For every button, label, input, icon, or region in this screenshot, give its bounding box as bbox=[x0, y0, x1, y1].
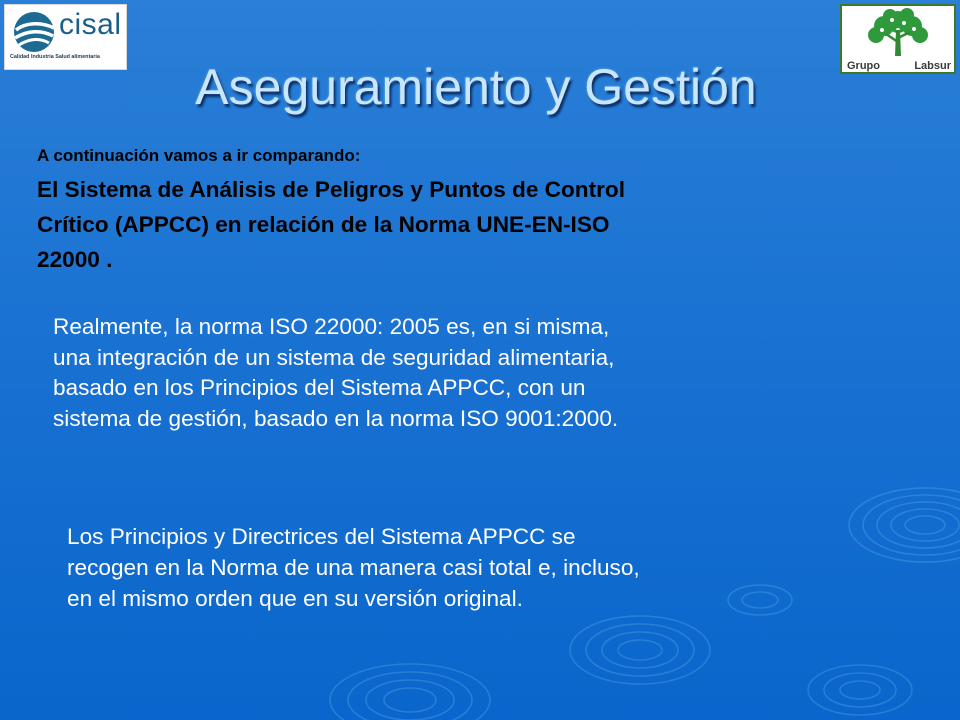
intro-text: A continuación vamos a ir comparando: bbox=[37, 146, 361, 165]
heading-text bbox=[37, 172, 897, 277]
paragraph-line: una integración de un sistema de seguridad alimentaria, bbox=[53, 344, 615, 370]
labsur-grupo-word: Grupo bbox=[847, 60, 880, 72]
heading-line: El Sistema de Análisis de Peligros y Puntos de Control bbox=[37, 177, 625, 202]
paragraph-appcc-principles bbox=[67, 521, 907, 614]
paragraph-line: Los Principios y Directrices del Sistema APPCC se bbox=[67, 524, 576, 549]
paragraph-line: sistema de gestión, basado en la norma ISO 9001:2000. bbox=[53, 405, 619, 431]
slide-title: Aseguramiento y Gestión bbox=[195, 59, 757, 115]
tree-icon bbox=[862, 8, 934, 58]
cisal-tagline: Calidad Industria Salud alimentaria bbox=[10, 54, 100, 60]
paragraph-line: basado en los Principios del Sistema APPCC, con un bbox=[53, 375, 586, 400]
paragraph-line: en el mismo orden que en su versión original. bbox=[67, 586, 523, 611]
paragraph-line: Realmente, la norma ISO 22000: 2005 es, en si misma, bbox=[53, 314, 610, 339]
paragraph-iso22000 bbox=[53, 312, 873, 434]
labsur-labsur-word: Labsur bbox=[914, 60, 951, 72]
paragraph-line: recogen en la Norma de una manera casi total e, incluso, bbox=[67, 555, 640, 580]
heading-line: Crítico (APPCC) en relación de la Norma UNE-EN-ISO bbox=[37, 212, 610, 237]
heading-line: 22000 . bbox=[37, 247, 113, 272]
cisal-wordmark: cisal bbox=[59, 8, 122, 41]
globe-swoosh-icon bbox=[10, 8, 58, 56]
